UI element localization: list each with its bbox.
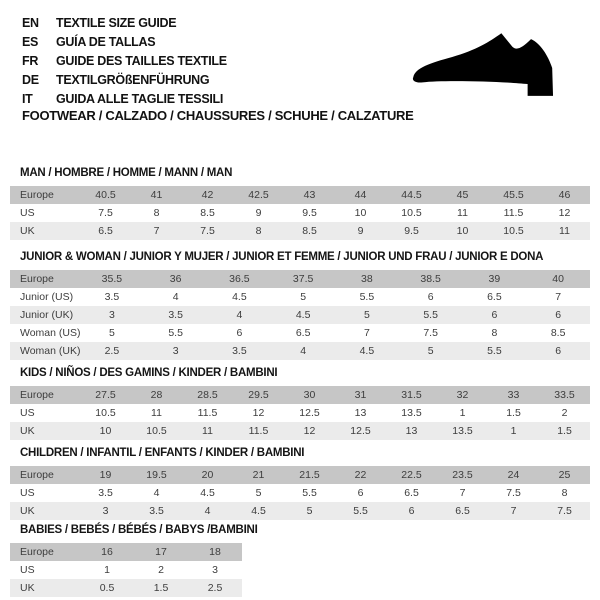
size-cell: 5.5 [353, 505, 368, 517]
table-row [10, 288, 590, 306]
size-cell: 1.5 [153, 582, 169, 594]
size-cell: 11.5 [197, 407, 218, 419]
size-cell: 1.5 [557, 425, 572, 437]
table-row [10, 422, 590, 440]
size-cell: 19.5 [146, 469, 167, 481]
size-cell: 5 [255, 487, 262, 499]
size-cell: 33.5 [554, 389, 575, 401]
size-cell: 10.5 [95, 407, 116, 419]
size-cell: 9 [357, 225, 364, 237]
category-title: FOOTWEAR / CALZADO / CHAUSSURES / SCHUHE / CALZATURE [22, 108, 414, 123]
size-cell: 10 [99, 425, 112, 437]
size-cell: 42 [201, 189, 214, 201]
size-cell: 18 [209, 546, 221, 558]
language-legend [22, 13, 227, 108]
size-cell: 7.5 [557, 505, 572, 517]
size-cell: 45.5 [503, 189, 524, 201]
language-code: FR [22, 53, 39, 68]
size-cell: 6.5 [295, 327, 311, 339]
size-table [10, 386, 590, 440]
size-cell: 2 [561, 407, 568, 419]
size-cell: 4 [172, 291, 179, 303]
language-code: IT [22, 91, 33, 106]
size-cell: 1 [104, 564, 110, 576]
size-cell: 5.5 [487, 345, 502, 357]
size-cell: 40 [552, 273, 564, 285]
size-cell: 11.5 [503, 207, 524, 219]
size-cell: 32 [456, 389, 469, 401]
row-label: Europe [20, 273, 54, 285]
section-babies [10, 524, 590, 597]
size-cell: 6.5 [98, 225, 113, 237]
size-cell: 21.5 [299, 469, 320, 481]
size-cell: 13 [405, 425, 418, 437]
language-label: TEXTILGRÖßENFÜHRUNG [56, 72, 210, 87]
size-cell: 7 [363, 327, 370, 339]
size-cell: 3 [172, 345, 179, 357]
size-cell: 4.5 [359, 345, 375, 357]
size-cell: 3.5 [232, 345, 247, 357]
language-code: DE [22, 72, 39, 87]
table-row [10, 306, 590, 324]
size-cell: 4.5 [232, 291, 247, 303]
size-cell: 36.5 [229, 273, 250, 285]
language-row [22, 13, 227, 32]
size-cell: 19 [99, 469, 112, 481]
table-row [10, 543, 242, 561]
size-cell: 6 [357, 487, 364, 499]
size-cell: 2.5 [207, 582, 223, 594]
size-table [10, 466, 590, 520]
size-cell: 28.5 [197, 389, 218, 401]
size-cell: 4 [153, 487, 160, 499]
size-cell: 40.5 [95, 189, 116, 201]
size-cell: 6 [555, 345, 562, 357]
size-cell: 6 [491, 309, 498, 321]
table-row [10, 502, 590, 520]
size-cell: 2.5 [104, 345, 120, 357]
size-cell: 36 [169, 273, 182, 285]
size-cell: 7.5 [98, 207, 113, 219]
section-children [10, 447, 590, 520]
size-cell: 6.5 [404, 487, 419, 499]
size-cell: 2 [158, 564, 164, 576]
table-row [10, 561, 242, 579]
size-cell: 5.5 [359, 291, 375, 303]
row-label: UK [20, 505, 35, 517]
size-cell: 20 [201, 469, 214, 481]
size-cell: 8 [561, 487, 568, 499]
size-cell: 7.5 [423, 327, 438, 339]
size-cell: 38.5 [420, 273, 441, 285]
size-cell: 4.5 [200, 487, 215, 499]
size-cell: 3.5 [149, 505, 164, 517]
size-cell: 6 [555, 309, 562, 321]
size-cell: 4.5 [251, 505, 266, 517]
size-cell: 7 [510, 505, 517, 517]
size-cell: 5.5 [302, 487, 317, 499]
size-cell: 6.5 [487, 291, 502, 303]
size-cell: 8.5 [550, 327, 566, 339]
size-cell: 30 [303, 389, 316, 401]
size-cell: 16 [101, 546, 113, 558]
size-cell: 5.5 [423, 309, 438, 321]
size-cell: 27.5 [95, 389, 116, 401]
size-cell: 28 [150, 389, 163, 401]
size-cell: 11 [559, 225, 570, 237]
size-cell: 12.5 [299, 407, 320, 419]
language-label: TEXTILE SIZE GUIDE [56, 15, 177, 30]
size-cell: 1 [510, 425, 517, 437]
row-label: Europe [20, 189, 54, 201]
size-cell: 5 [427, 345, 434, 357]
row-label: US [20, 487, 35, 499]
size-cell: 7 [153, 225, 160, 237]
table-row [10, 484, 590, 502]
size-cell: 1 [459, 407, 466, 419]
size-cell: 8 [255, 225, 262, 237]
size-cell: 12.5 [350, 425, 371, 437]
row-label: UK [20, 582, 35, 594]
size-cell: 41 [150, 189, 163, 201]
size-cell: 23.5 [452, 469, 473, 481]
size-cell: 46 [558, 189, 571, 201]
size-cell: 4 [300, 345, 307, 357]
table-title: BABIES / BEBÉS / BÉBÉS / BABYS /BAMBINI [20, 524, 258, 536]
language-code: EN [22, 15, 39, 30]
row-label: UK [20, 425, 35, 437]
size-cell: 1.5 [506, 407, 521, 419]
table-title: KIDS / NIÑOS / DES GAMINS / KINDER / BAMBINI [20, 367, 278, 379]
size-cell: 9 [255, 207, 262, 219]
row-label: US [20, 207, 35, 219]
size-cell: 0.5 [99, 582, 115, 594]
row-label: US [20, 564, 35, 576]
table-title: CHILDREN / INFANTIL / ENFANTS / KINDER / BAMBINI [20, 447, 305, 459]
table-title: MAN / HOMBRE / HOMME / MANN / MAN [20, 167, 233, 179]
size-table [10, 186, 590, 240]
language-label: GUIDE DES TAILLES TEXTILE [56, 53, 227, 68]
size-cell: 3 [108, 309, 115, 321]
language-code: ES [22, 34, 39, 49]
size-cell: 25 [558, 469, 571, 481]
size-cell: 5.5 [168, 327, 183, 339]
dress-shoe-icon [396, 29, 572, 101]
size-cell: 9.5 [404, 225, 419, 237]
table-row [10, 466, 590, 484]
size-cell: 8 [491, 327, 498, 339]
size-cell: 44.5 [401, 189, 422, 201]
size-cell: 12 [558, 207, 571, 219]
size-cell: 9.5 [302, 207, 317, 219]
size-cell: 3.5 [168, 309, 183, 321]
size-cell: 13 [354, 407, 367, 419]
size-cell: 6 [408, 505, 415, 517]
size-cell: 29.5 [248, 389, 269, 401]
size-table [10, 270, 590, 360]
language-label: GUIDA ALLE TAGLIE TESSILI [56, 91, 224, 106]
size-cell: 10.5 [401, 207, 422, 219]
row-label: Europe [20, 389, 54, 401]
size-cell: 38 [361, 273, 373, 285]
size-table [10, 543, 242, 597]
size-cell: 11 [202, 425, 213, 437]
size-cell: 37.5 [292, 273, 314, 285]
size-cell: 31 [354, 389, 367, 401]
size-cell: 45 [456, 189, 469, 201]
size-cell: 4.5 [295, 309, 311, 321]
size-cell: 42.5 [248, 189, 269, 201]
row-label: Junior (UK) [20, 309, 74, 321]
size-cell: 11 [457, 207, 468, 219]
language-label: GUÍA DE TALLAS [56, 34, 156, 49]
table-row [10, 404, 590, 422]
language-row [22, 70, 227, 89]
size-cell: 22.5 [401, 469, 422, 481]
size-cell: 10 [354, 207, 367, 219]
size-cell: 17 [155, 546, 167, 558]
row-label: Woman (US) [20, 327, 80, 339]
row-label: UK [20, 225, 35, 237]
section-junior-woman [10, 251, 590, 360]
table-row [10, 270, 590, 288]
size-cell: 44 [354, 189, 367, 201]
size-cell: 43 [303, 189, 316, 201]
row-label: Europe [20, 546, 54, 558]
size-cell: 5 [306, 505, 313, 517]
size-cell: 10 [456, 225, 469, 237]
row-label: Europe [20, 469, 54, 481]
size-cell: 31.5 [401, 389, 422, 401]
size-cell: 35.5 [101, 273, 123, 285]
size-cell: 13.5 [401, 407, 422, 419]
table-title: JUNIOR & WOMAN / JUNIOR Y MUJER / JUNIOR ET FEMME / JUNIOR UND FRAU / JUNIOR E DONA [20, 251, 544, 263]
size-cell: 4 [236, 309, 243, 321]
section-man [10, 167, 590, 240]
row-label: US [20, 407, 35, 419]
size-cell: 8.5 [302, 225, 317, 237]
size-cell: 6.5 [455, 505, 470, 517]
language-row [22, 51, 227, 70]
table-row [10, 342, 590, 360]
size-cell: 12 [252, 407, 265, 419]
size-cell: 6 [236, 327, 243, 339]
size-cell: 11.5 [248, 425, 269, 437]
size-cell: 5 [363, 309, 370, 321]
table-row [10, 222, 590, 240]
size-cell: 5 [300, 291, 307, 303]
size-cell: 3 [102, 505, 109, 517]
table-row [10, 204, 590, 222]
row-label: Junior (US) [20, 291, 74, 303]
size-cell: 6 [427, 291, 434, 303]
size-cell: 3.5 [104, 291, 120, 303]
size-cell: 7.5 [506, 487, 521, 499]
size-cell: 10.5 [503, 225, 524, 237]
table-row [10, 579, 242, 597]
size-cell: 5 [108, 327, 115, 339]
table-row [10, 386, 590, 404]
size-cell: 3.5 [98, 487, 113, 499]
section-kids [10, 367, 590, 440]
size-cell: 39 [488, 273, 501, 285]
size-cell: 7 [459, 487, 466, 499]
size-cell: 10.5 [146, 425, 167, 437]
size-cell: 24 [507, 469, 520, 481]
size-cell: 12 [303, 425, 316, 437]
size-cell: 33 [507, 389, 520, 401]
size-cell: 4 [204, 505, 211, 517]
size-cell: 8 [153, 207, 160, 219]
table-row [10, 186, 590, 204]
size-cell: 21 [252, 469, 265, 481]
size-cell: 22 [354, 469, 367, 481]
table-row [10, 324, 590, 342]
language-row [22, 89, 227, 108]
size-cell: 11 [151, 407, 162, 419]
size-cell: 8.5 [200, 207, 215, 219]
language-row [22, 32, 227, 51]
row-label: Woman (UK) [20, 345, 80, 357]
size-cell: 7 [555, 291, 562, 303]
size-cell: 3 [212, 564, 218, 576]
size-cell: 7.5 [200, 225, 215, 237]
size-cell: 13.5 [452, 425, 473, 437]
